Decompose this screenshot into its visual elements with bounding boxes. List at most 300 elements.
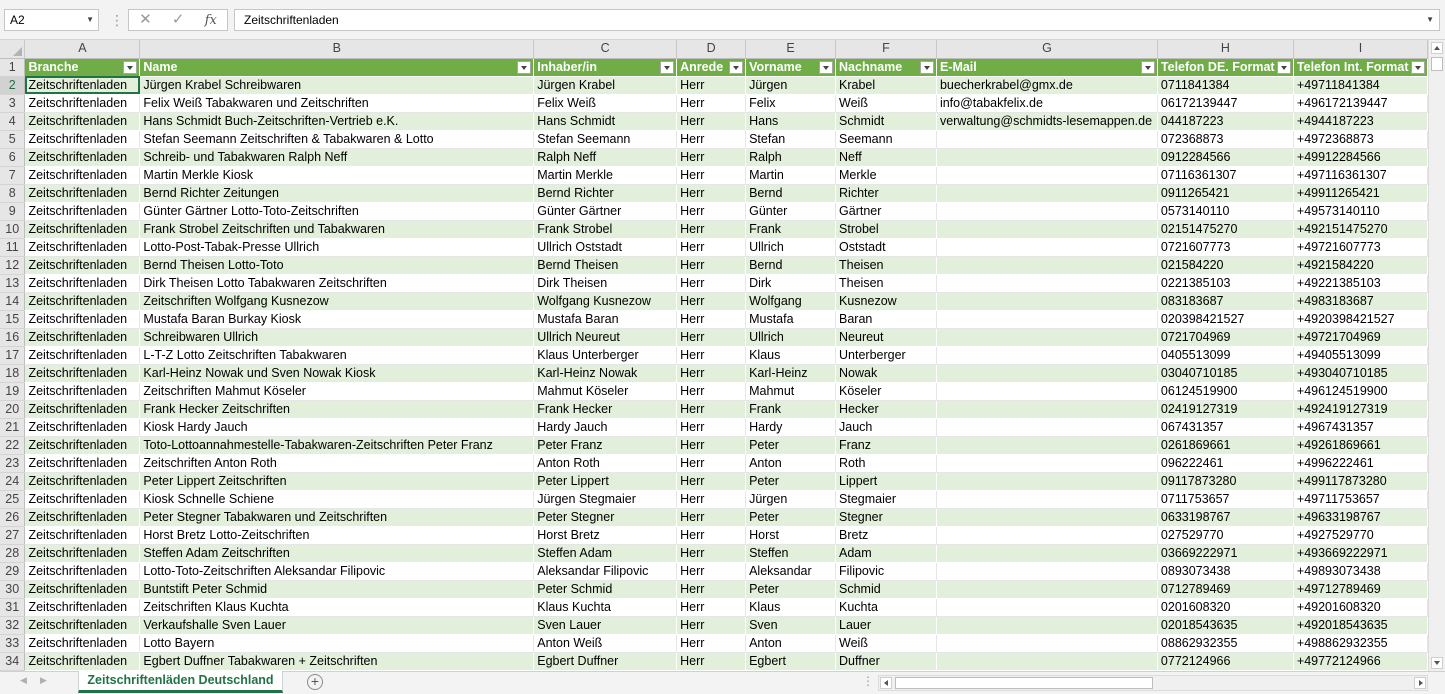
- cell-g[interactable]: [936, 382, 1157, 400]
- next-sheet-icon[interactable]: ▶: [40, 675, 47, 685]
- horizontal-scrollbar[interactable]: [878, 675, 1428, 691]
- cell-d[interactable]: Herr: [677, 94, 746, 112]
- cell-e[interactable]: Felix: [746, 94, 836, 112]
- row-header[interactable]: 17: [0, 346, 25, 364]
- cell-g[interactable]: [936, 562, 1157, 580]
- cell-e[interactable]: Bernd: [746, 184, 836, 202]
- cell-e[interactable]: Hardy: [746, 418, 836, 436]
- cell-b[interactable]: Zeitschriften Mahmut Köseler: [140, 382, 534, 400]
- cell-c[interactable]: Jürgen Stegmaier: [534, 490, 677, 508]
- row-header[interactable]: 16: [0, 328, 25, 346]
- cell-b[interactable]: Martin Merkle Kiosk: [140, 166, 534, 184]
- cell-d[interactable]: Herr: [677, 400, 746, 418]
- cell-i[interactable]: +493040710185: [1293, 364, 1427, 382]
- cell-c[interactable]: Hardy Jauch: [534, 418, 677, 436]
- row-header[interactable]: 27: [0, 526, 25, 544]
- cell-b[interactable]: L-T-Z Lotto Zeitschriften Tabakwaren: [140, 346, 534, 364]
- header-cell-i[interactable]: [1293, 58, 1427, 76]
- cell-e[interactable]: Klaus: [746, 346, 836, 364]
- cell-g[interactable]: [936, 238, 1157, 256]
- cell-g[interactable]: [936, 436, 1157, 454]
- cell-b[interactable]: Toto-Lottoannahmestelle-Tabakwaren-Zeitschriften Peter Franz: [140, 436, 534, 454]
- filter-dropdown-icon[interactable]: [819, 61, 833, 74]
- cell-d[interactable]: Herr: [677, 202, 746, 220]
- cell-g[interactable]: [936, 364, 1157, 382]
- cell-a[interactable]: Zeitschriftenladen: [25, 364, 140, 382]
- cell-d[interactable]: Herr: [677, 328, 746, 346]
- cell-d[interactable]: Herr: [677, 580, 746, 598]
- column-header-b[interactable]: B: [140, 40, 534, 58]
- filter-dropdown-icon[interactable]: [123, 61, 137, 74]
- cell-c[interactable]: Peter Schmid: [534, 580, 677, 598]
- cell-b[interactable]: Peter Lippert Zeitschriften: [140, 472, 534, 490]
- check-icon[interactable]: ✓: [171, 11, 185, 28]
- cell-f[interactable]: Theisen: [836, 256, 937, 274]
- cell-i[interactable]: +49721704969: [1293, 328, 1427, 346]
- cell-g[interactable]: [936, 454, 1157, 472]
- cell-e[interactable]: Egbert: [746, 652, 836, 670]
- row-header[interactable]: 22: [0, 436, 25, 454]
- cell-a[interactable]: Zeitschriftenladen: [25, 274, 140, 292]
- cell-f[interactable]: Stegmaier: [836, 490, 937, 508]
- cell-d[interactable]: Herr: [677, 418, 746, 436]
- cell-f[interactable]: Neureut: [836, 328, 937, 346]
- cell-c[interactable]: Karl-Heinz Nowak: [534, 364, 677, 382]
- cell-f[interactable]: Weiß: [836, 634, 937, 652]
- cell-f[interactable]: Schmidt: [836, 112, 937, 130]
- row-header[interactable]: 25: [0, 490, 25, 508]
- expand-formula-icon[interactable]: ▼: [1426, 15, 1434, 24]
- cell-g[interactable]: [936, 544, 1157, 562]
- cell-g[interactable]: [936, 220, 1157, 238]
- cell-a[interactable]: Zeitschriftenladen: [25, 238, 140, 256]
- cell-g[interactable]: [936, 292, 1157, 310]
- chevron-down-icon[interactable]: ▼: [86, 15, 94, 24]
- cell-b[interactable]: Egbert Duffner Tabakwaren + Zeitschriften: [140, 652, 534, 670]
- header-cell-a[interactable]: [25, 58, 140, 76]
- cell-b[interactable]: Bernd Theisen Lotto-Toto: [140, 256, 534, 274]
- cell-f[interactable]: Strobel: [836, 220, 937, 238]
- cell-a[interactable]: Zeitschriftenladen: [25, 490, 140, 508]
- cell-e[interactable]: Ullrich: [746, 328, 836, 346]
- column-header-i[interactable]: I: [1293, 40, 1427, 58]
- cell-e[interactable]: Jürgen: [746, 76, 836, 94]
- cell-e[interactable]: Peter: [746, 436, 836, 454]
- cell-a[interactable]: Zeitschriftenladen: [25, 472, 140, 490]
- cell-f[interactable]: Baran: [836, 310, 937, 328]
- cell-e[interactable]: Peter: [746, 508, 836, 526]
- cell-g[interactable]: [936, 526, 1157, 544]
- cell-c[interactable]: Mahmut Köseler: [534, 382, 677, 400]
- column-header-a[interactable]: A: [25, 40, 140, 58]
- cell-i[interactable]: +499117873280: [1293, 472, 1427, 490]
- cell-a[interactable]: Zeitschriftenladen: [25, 544, 140, 562]
- cell-a[interactable]: Zeitschriftenladen: [25, 184, 140, 202]
- cell-b[interactable]: Lotto-Toto-Zeitschriften Aleksandar Filipovic: [140, 562, 534, 580]
- cell-h[interactable]: 027529770: [1157, 526, 1293, 544]
- cell-e[interactable]: Karl-Heinz: [746, 364, 836, 382]
- cell-h[interactable]: 03669222971: [1157, 544, 1293, 562]
- cell-a[interactable]: Zeitschriftenladen: [25, 436, 140, 454]
- cell-a[interactable]: Zeitschriftenladen: [25, 292, 140, 310]
- cell-a[interactable]: Zeitschriftenladen: [25, 94, 140, 112]
- cell-c[interactable]: Horst Bretz: [534, 526, 677, 544]
- cell-f[interactable]: Kusnezow: [836, 292, 937, 310]
- vertical-scroll-thumb[interactable]: [1431, 57, 1443, 71]
- cell-f[interactable]: Hecker: [836, 400, 937, 418]
- cell-e[interactable]: Mustafa: [746, 310, 836, 328]
- cell-h[interactable]: 0721704969: [1157, 328, 1293, 346]
- cell-b[interactable]: Zeitschriften Anton Roth: [140, 454, 534, 472]
- cell-b[interactable]: Lotto-Post-Tabak-Presse Ullrich: [140, 238, 534, 256]
- cell-g[interactable]: [936, 652, 1157, 670]
- header-cell-h[interactable]: [1157, 58, 1293, 76]
- cell-a[interactable]: Zeitschriftenladen: [25, 112, 140, 130]
- add-sheet-icon[interactable]: +: [307, 674, 323, 690]
- cell-c[interactable]: Jürgen Krabel: [534, 76, 677, 94]
- cell-b[interactable]: Kiosk Hardy Jauch: [140, 418, 534, 436]
- row-header[interactable]: 21: [0, 418, 25, 436]
- header-cell-g[interactable]: [936, 58, 1157, 76]
- cell-e[interactable]: Horst: [746, 526, 836, 544]
- cell-h[interactable]: 020398421527: [1157, 310, 1293, 328]
- column-header-g[interactable]: G: [936, 40, 1157, 58]
- cell-i[interactable]: +493669222971: [1293, 544, 1427, 562]
- row-header[interactable]: 29: [0, 562, 25, 580]
- cell-e[interactable]: Anton: [746, 634, 836, 652]
- row-header[interactable]: 6: [0, 148, 25, 166]
- cell-i[interactable]: +49573140110: [1293, 202, 1427, 220]
- cell-g[interactable]: [936, 616, 1157, 634]
- cell-f[interactable]: Lauer: [836, 616, 937, 634]
- cell-i[interactable]: +4920398421527: [1293, 310, 1427, 328]
- row-header[interactable]: 9: [0, 202, 25, 220]
- cell-a[interactable]: Zeitschriftenladen: [25, 526, 140, 544]
- cell-f[interactable]: Stegner: [836, 508, 937, 526]
- row-header[interactable]: 1: [0, 58, 25, 76]
- row-header[interactable]: 34: [0, 652, 25, 670]
- cell-g[interactable]: [936, 148, 1157, 166]
- cell-c[interactable]: Egbert Duffner: [534, 652, 677, 670]
- cell-a[interactable]: Zeitschriftenladen: [25, 418, 140, 436]
- cell-h[interactable]: 0911265421: [1157, 184, 1293, 202]
- cell-i[interactable]: +49221385103: [1293, 274, 1427, 292]
- prev-sheet-icon[interactable]: ◀: [20, 675, 27, 685]
- cell-b[interactable]: Günter Gärtner Lotto-Toto-Zeitschriften: [140, 202, 534, 220]
- cell-e[interactable]: Frank: [746, 220, 836, 238]
- tab-split-handle-icon[interactable]: ⋮: [862, 674, 874, 688]
- cell-e[interactable]: Frank: [746, 400, 836, 418]
- cell-b[interactable]: Schreibwaren Ullrich: [140, 328, 534, 346]
- cell-c[interactable]: Bernd Richter: [534, 184, 677, 202]
- cell-c[interactable]: Peter Lippert: [534, 472, 677, 490]
- cell-d[interactable]: Herr: [677, 238, 746, 256]
- header-cell-d[interactable]: [677, 58, 746, 76]
- cell-c[interactable]: Wolfgang Kusnezow: [534, 292, 677, 310]
- cell-b[interactable]: Horst Bretz Lotto-Zeitschriften: [140, 526, 534, 544]
- cell-d[interactable]: Herr: [677, 598, 746, 616]
- header-cell-c[interactable]: [534, 58, 677, 76]
- row-header[interactable]: 23: [0, 454, 25, 472]
- cell-i[interactable]: +49405513099: [1293, 346, 1427, 364]
- row-header[interactable]: 32: [0, 616, 25, 634]
- cell-g[interactable]: [936, 202, 1157, 220]
- cell-d[interactable]: Herr: [677, 544, 746, 562]
- cell-b[interactable]: Mustafa Baran Burkay Kiosk: [140, 310, 534, 328]
- cell-d[interactable]: Herr: [677, 346, 746, 364]
- cell-d[interactable]: Herr: [677, 256, 746, 274]
- cell-h[interactable]: 0573140110: [1157, 202, 1293, 220]
- cell-c[interactable]: Frank Strobel: [534, 220, 677, 238]
- cell-a[interactable]: Zeitschriftenladen: [25, 454, 140, 472]
- row-header[interactable]: 24: [0, 472, 25, 490]
- cell-e[interactable]: Wolfgang: [746, 292, 836, 310]
- cell-f[interactable]: Köseler: [836, 382, 937, 400]
- cell-d[interactable]: Herr: [677, 310, 746, 328]
- header-cell-f[interactable]: [836, 58, 937, 76]
- row-header[interactable]: 2: [0, 76, 25, 94]
- cell-i[interactable]: +496172139447: [1293, 94, 1427, 112]
- cell-a[interactable]: Zeitschriftenladen: [25, 76, 140, 94]
- cell-h[interactable]: 06172139447: [1157, 94, 1293, 112]
- cell-i[interactable]: +49912284566: [1293, 148, 1427, 166]
- cell-c[interactable]: Peter Franz: [534, 436, 677, 454]
- cell-a[interactable]: Zeitschriftenladen: [25, 328, 140, 346]
- cell-g[interactable]: [936, 184, 1157, 202]
- cell-h[interactable]: 0912284566: [1157, 148, 1293, 166]
- row-header[interactable]: 30: [0, 580, 25, 598]
- filter-dropdown-icon[interactable]: [660, 61, 674, 74]
- cell-e[interactable]: Jürgen: [746, 490, 836, 508]
- cell-b[interactable]: Hans Schmidt Buch-Zeitschriften-Vertrieb e.K.: [140, 112, 534, 130]
- cell-e[interactable]: Günter: [746, 202, 836, 220]
- cell-f[interactable]: Gärtner: [836, 202, 937, 220]
- cell-c[interactable]: Ullrich Oststadt: [534, 238, 677, 256]
- cell-f[interactable]: Adam: [836, 544, 937, 562]
- cell-i[interactable]: +4944187223: [1293, 112, 1427, 130]
- row-header[interactable]: 12: [0, 256, 25, 274]
- cell-d[interactable]: Herr: [677, 562, 746, 580]
- cell-b[interactable]: Zeitschriften Klaus Kuchta: [140, 598, 534, 616]
- cell-i[interactable]: +49711841384: [1293, 76, 1427, 94]
- cell-e[interactable]: Stefan: [746, 130, 836, 148]
- cell-f[interactable]: Richter: [836, 184, 937, 202]
- drag-handle-icon[interactable]: ⋮: [110, 12, 124, 28]
- cell-a[interactable]: Zeitschriftenladen: [25, 562, 140, 580]
- cell-d[interactable]: Herr: [677, 184, 746, 202]
- horizontal-scroll-thumb[interactable]: [895, 677, 1153, 689]
- scroll-up-icon[interactable]: [1431, 42, 1443, 54]
- cell-i[interactable]: +498862932355: [1293, 634, 1427, 652]
- cell-a[interactable]: Zeitschriftenladen: [25, 346, 140, 364]
- cell-d[interactable]: Herr: [677, 526, 746, 544]
- cell-f[interactable]: Jauch: [836, 418, 937, 436]
- cell-i[interactable]: +492151475270: [1293, 220, 1427, 238]
- cell-c[interactable]: Stefan Seemann: [534, 130, 677, 148]
- cell-a[interactable]: Zeitschriftenladen: [25, 166, 140, 184]
- cell-c[interactable]: Mustafa Baran: [534, 310, 677, 328]
- cell-e[interactable]: Anton: [746, 454, 836, 472]
- cell-d[interactable]: Herr: [677, 148, 746, 166]
- cell-h[interactable]: 0201608320: [1157, 598, 1293, 616]
- cell-i[interactable]: +4927529770: [1293, 526, 1427, 544]
- filter-dropdown-icon[interactable]: [517, 61, 531, 74]
- cell-e[interactable]: Peter: [746, 472, 836, 490]
- filter-dropdown-icon[interactable]: [729, 61, 743, 74]
- cell-h[interactable]: 044187223: [1157, 112, 1293, 130]
- cell-b[interactable]: Zeitschriften Wolfgang Kusnezow: [140, 292, 534, 310]
- cell-e[interactable]: Sven: [746, 616, 836, 634]
- cell-c[interactable]: Peter Stegner: [534, 508, 677, 526]
- cell-f[interactable]: Theisen: [836, 274, 937, 292]
- row-header[interactable]: 15: [0, 310, 25, 328]
- cell-c[interactable]: Anton Roth: [534, 454, 677, 472]
- cell-c[interactable]: Felix Weiß: [534, 94, 677, 112]
- cell-h[interactable]: 0711841384: [1157, 76, 1293, 94]
- cell-a[interactable]: Zeitschriftenladen: [25, 598, 140, 616]
- fx-icon[interactable]: fx: [204, 12, 217, 28]
- cell-h[interactable]: 09117873280: [1157, 472, 1293, 490]
- cell-i[interactable]: +49712789469: [1293, 580, 1427, 598]
- cell-b[interactable]: Kiosk Schnelle Schiene: [140, 490, 534, 508]
- row-header[interactable]: 10: [0, 220, 25, 238]
- column-header-e[interactable]: E: [746, 40, 836, 58]
- cell-d[interactable]: Herr: [677, 436, 746, 454]
- cell-e[interactable]: Ralph: [746, 148, 836, 166]
- cell-h[interactable]: 0721607773: [1157, 238, 1293, 256]
- cell-f[interactable]: Schmid: [836, 580, 937, 598]
- row-header[interactable]: 7: [0, 166, 25, 184]
- cell-b[interactable]: Frank Hecker Zeitschriften: [140, 400, 534, 418]
- cell-h[interactable]: 02151475270: [1157, 220, 1293, 238]
- cell-b[interactable]: Stefan Seemann Zeitschriften & Tabakwaren & Lotto: [140, 130, 534, 148]
- cell-c[interactable]: Klaus Kuchta: [534, 598, 677, 616]
- cell-b[interactable]: Buntstift Peter Schmid: [140, 580, 534, 598]
- cell-c[interactable]: Anton Weiß: [534, 634, 677, 652]
- cell-f[interactable]: Franz: [836, 436, 937, 454]
- cell-d[interactable]: Herr: [677, 508, 746, 526]
- cell-d[interactable]: Herr: [677, 364, 746, 382]
- scroll-down-icon[interactable]: [1431, 657, 1443, 669]
- cell-a[interactable]: Zeitschriftenladen: [25, 652, 140, 670]
- cell-f[interactable]: Kuchta: [836, 598, 937, 616]
- cell-a[interactable]: Zeitschriftenladen: [25, 400, 140, 418]
- row-header[interactable]: 33: [0, 634, 25, 652]
- column-header-f[interactable]: F: [836, 40, 937, 58]
- cell-h[interactable]: 021584220: [1157, 256, 1293, 274]
- cell-h[interactable]: 096222461: [1157, 454, 1293, 472]
- cell-a[interactable]: Zeitschriftenladen: [25, 130, 140, 148]
- cell-b[interactable]: Frank Strobel Zeitschriften und Tabakwaren: [140, 220, 534, 238]
- cell-i[interactable]: +49772124966: [1293, 652, 1427, 670]
- cell-a[interactable]: Zeitschriftenladen: [25, 382, 140, 400]
- cell-i[interactable]: +4972368873: [1293, 130, 1427, 148]
- cell-h[interactable]: 02018543635: [1157, 616, 1293, 634]
- cell-h[interactable]: 083183687: [1157, 292, 1293, 310]
- cell-g[interactable]: [936, 274, 1157, 292]
- cell-h[interactable]: 02419127319: [1157, 400, 1293, 418]
- cell-b[interactable]: Steffen Adam Zeitschriften: [140, 544, 534, 562]
- cell-d[interactable]: Herr: [677, 112, 746, 130]
- cell-h[interactable]: 08862932355: [1157, 634, 1293, 652]
- row-header[interactable]: 8: [0, 184, 25, 202]
- cell-e[interactable]: Hans: [746, 112, 836, 130]
- cell-i[interactable]: +49893073438: [1293, 562, 1427, 580]
- cell-h[interactable]: 06124519900: [1157, 382, 1293, 400]
- cell-c[interactable]: Hans Schmidt: [534, 112, 677, 130]
- cell-a[interactable]: Zeitschriftenladen: [25, 634, 140, 652]
- cell-b[interactable]: Peter Stegner Tabakwaren und Zeitschriften: [140, 508, 534, 526]
- cell-b[interactable]: Dirk Theisen Lotto Tabakwaren Zeitschriften: [140, 274, 534, 292]
- cell-g[interactable]: [936, 490, 1157, 508]
- cell-g[interactable]: [936, 508, 1157, 526]
- cell-d[interactable]: Herr: [677, 76, 746, 94]
- cell-a[interactable]: Zeitschriftenladen: [25, 220, 140, 238]
- header-cell-e[interactable]: [746, 58, 836, 76]
- cell-e[interactable]: Steffen: [746, 544, 836, 562]
- cell-h[interactable]: 072368873: [1157, 130, 1293, 148]
- cell-e[interactable]: Dirk: [746, 274, 836, 292]
- row-header[interactable]: 20: [0, 400, 25, 418]
- cell-d[interactable]: Herr: [677, 292, 746, 310]
- row-header[interactable]: 14: [0, 292, 25, 310]
- cell-h[interactable]: 0261869661: [1157, 436, 1293, 454]
- cell-i[interactable]: +496124519900: [1293, 382, 1427, 400]
- name-box[interactable]: [4, 9, 99, 31]
- cell-f[interactable]: Unterberger: [836, 346, 937, 364]
- row-header[interactable]: 18: [0, 364, 25, 382]
- cell-h[interactable]: 067431357: [1157, 418, 1293, 436]
- cell-d[interactable]: Herr: [677, 130, 746, 148]
- cell-g[interactable]: [936, 166, 1157, 184]
- cell-e[interactable]: Ullrich: [746, 238, 836, 256]
- cell-i[interactable]: +49721607773: [1293, 238, 1427, 256]
- cell-h[interactable]: 07116361307: [1157, 166, 1293, 184]
- cell-b[interactable]: Bernd Richter Zeitungen: [140, 184, 534, 202]
- cell-d[interactable]: Herr: [677, 652, 746, 670]
- cell-i[interactable]: +4983183687: [1293, 292, 1427, 310]
- cell-c[interactable]: Aleksandar Filipovic: [534, 562, 677, 580]
- cell-c[interactable]: Frank Hecker: [534, 400, 677, 418]
- cell-f[interactable]: Nowak: [836, 364, 937, 382]
- cell-a[interactable]: Zeitschriftenladen: [25, 616, 140, 634]
- cell-g[interactable]: [936, 130, 1157, 148]
- cell-b[interactable]: Karl-Heinz Nowak und Sven Nowak Kiosk: [140, 364, 534, 382]
- cell-e[interactable]: Bernd: [746, 256, 836, 274]
- cell-f[interactable]: Roth: [836, 454, 937, 472]
- row-header[interactable]: 11: [0, 238, 25, 256]
- close-icon[interactable]: ✕: [139, 11, 152, 28]
- cell-i[interactable]: +49911265421: [1293, 184, 1427, 202]
- cell-i[interactable]: +49711753657: [1293, 490, 1427, 508]
- row-header[interactable]: 31: [0, 598, 25, 616]
- cell-d[interactable]: Herr: [677, 490, 746, 508]
- scroll-left-icon[interactable]: [880, 677, 892, 689]
- cell-g[interactable]: buecherkrabel@gmx.de: [936, 76, 1157, 94]
- cell-g[interactable]: [936, 256, 1157, 274]
- cell-d[interactable]: Herr: [677, 274, 746, 292]
- cell-g[interactable]: [936, 598, 1157, 616]
- filter-dropdown-icon[interactable]: [1141, 61, 1155, 74]
- cell-f[interactable]: Seemann: [836, 130, 937, 148]
- row-header[interactable]: 5: [0, 130, 25, 148]
- cell-g[interactable]: [936, 472, 1157, 490]
- cell-g[interactable]: [936, 328, 1157, 346]
- sheet-tab-active[interactable]: Zeitschriftenläden Deutschland: [78, 671, 283, 693]
- row-header[interactable]: 28: [0, 544, 25, 562]
- cell-e[interactable]: Mahmut: [746, 382, 836, 400]
- cell-c[interactable]: Sven Lauer: [534, 616, 677, 634]
